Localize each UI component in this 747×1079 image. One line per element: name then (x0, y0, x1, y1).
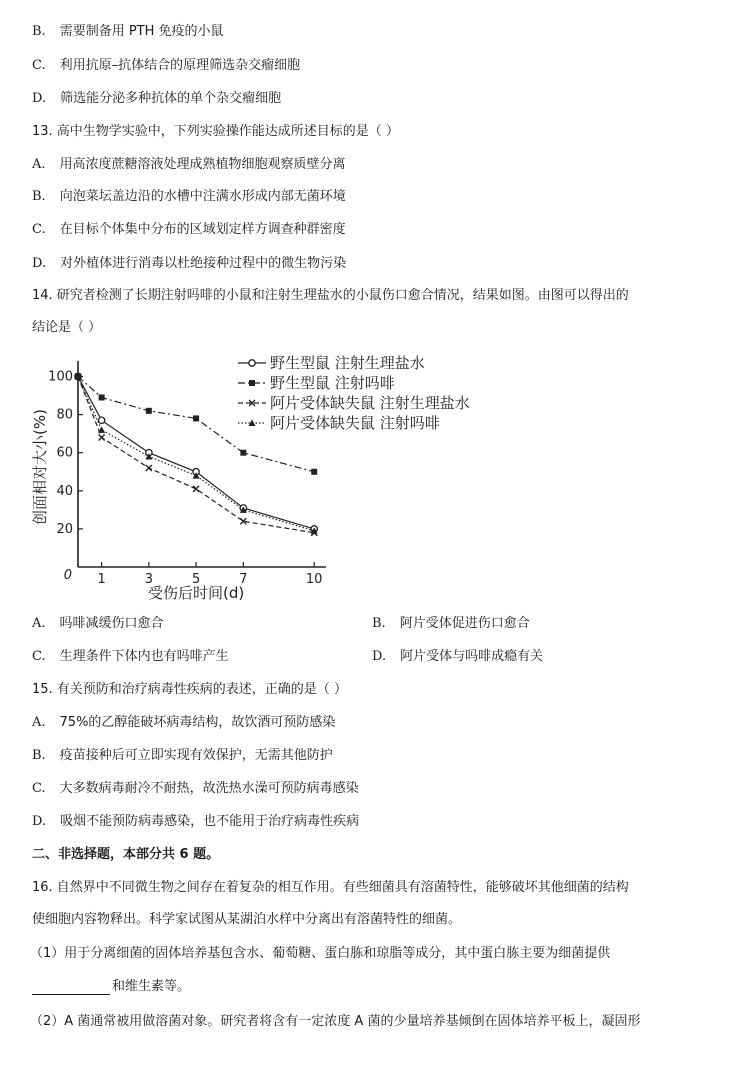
option-text: 在目标个体集中分布的区域划定样方调查种群密度 (59, 222, 346, 237)
answer-blank[interactable] (32, 982, 110, 995)
legend-label: 野生型鼠 注射吗啡 (270, 374, 395, 392)
q14-option-d (372, 649, 543, 665)
q15-option-a (32, 715, 335, 731)
section-heading: 二、非选择题，本部分共 6 题。 (32, 847, 220, 862)
q12-option-b (32, 24, 224, 40)
data-point (146, 408, 152, 414)
option-label: B. (32, 748, 46, 763)
option-text: 对外植体进行消毒以杜绝接种过程中的微生物污染 (60, 256, 347, 271)
option-text: 用高浓度蔗糖溶液处理成熟植物细胞观察质壁分离 (59, 157, 346, 172)
q16-part2: （2）A 菌通常被用做溶菌对象。研究者将含有一定浓度 A 菌的少量培养基倾倒在固体培养平板上，凝固形 (30, 1014, 641, 1029)
y-tick-label: 100 (48, 369, 73, 385)
q14-option-c (32, 649, 229, 665)
legend-label: 阿片受体缺失鼠 注射生理盐水 (270, 394, 470, 412)
q14-stem-line1: 14. 研究者检测了长期注射吗啡的小鼠和注射生理盐水的小鼠伤口愈合情况，结果如图。由图可以得出的 (32, 288, 629, 303)
option-label: A. (32, 715, 46, 730)
q13-option-b (32, 189, 346, 205)
q15-stem: 15. 有关预防和治疗病毒性疾病的表述，正确的是（ ） (32, 682, 347, 697)
q14-option-b (372, 616, 530, 632)
q16-part1-tail: 和维生素等。 (112, 979, 191, 994)
option-text: 利用抗原–抗体结合的原理筛选杂交瘤细胞 (59, 58, 301, 73)
data-point (311, 469, 317, 475)
q16-stem-line1: 16. 自然界中不同微生物之间存在着复杂的相互作用。有些细菌具有溶菌特性，能够破坏其他细菌的结构 (32, 880, 629, 895)
option-text: 生理条件下体内也有吗啡产生 (59, 649, 229, 664)
option-label: D. (372, 649, 387, 664)
option-text: 吗啡减缓伤口愈合 (59, 616, 164, 631)
q13-option-a (32, 157, 346, 173)
option-label: A. (32, 616, 46, 631)
option-label: D. (32, 814, 47, 829)
x-axis-label: 受伤后时间(d) (147, 584, 245, 600)
q14-option-a (32, 616, 164, 632)
y-axis-label: 创面相对大小(%) (31, 409, 49, 525)
option-text: 大多数病毒耐冷不耐热，故洗热水澡可预防病毒感染 (59, 781, 359, 796)
option-text: 吸烟不能预防病毒感染，也不能用于治疗病毒性疾病 (60, 814, 360, 829)
x-tick-label: 1 (97, 572, 106, 587)
option-text: 需要制备用 PTH 免疫的小鼠 (59, 24, 224, 39)
legend-marker (249, 360, 255, 366)
origin-label: 0 (63, 568, 72, 583)
y-tick-label: 40 (56, 483, 73, 499)
q15-option-b (32, 748, 333, 764)
data-point (146, 465, 152, 471)
data-point (193, 415, 199, 421)
q13-option-c (32, 222, 346, 238)
q14-stem-line2: 结论是（ ） (32, 320, 102, 335)
y-tick-label: 60 (56, 445, 73, 461)
q15-option-c (32, 781, 359, 797)
y-tick-label: 80 (56, 407, 73, 423)
q12-option-c (32, 58, 300, 74)
data-point (193, 486, 199, 492)
x-tick-label: 7 (239, 572, 248, 587)
legend-label: 野生型鼠 注射生理盐水 (270, 354, 425, 372)
option-text: 阿片受体与吗啡成瘾有关 (400, 649, 544, 664)
q16-part1: （1）用于分离细菌的固体培养基包含水、葡萄糖、蛋白胨和琼脂等成分，其中蛋白胨主要为细菌提供 (30, 946, 611, 961)
option-label: A. (32, 157, 46, 172)
x-tick-label: 10 (305, 572, 323, 587)
option-label: B. (32, 24, 46, 39)
option-label: D. (32, 256, 47, 271)
q13-option-d (32, 256, 346, 272)
option-label: B. (32, 189, 46, 204)
legend-marker (249, 380, 255, 386)
wound-healing-chart (30, 345, 500, 600)
legend-label: 阿片受体缺失鼠 注射吗啡 (270, 414, 440, 432)
data-point (98, 417, 104, 423)
option-text: 筛选能分泌多种抗体的单个杂交瘤细胞 (60, 91, 282, 106)
option-label: C. (32, 649, 46, 664)
q13-stem: 13. 高中生物学实验中，下列实验操作能达成所述目标的是（ ） (32, 124, 399, 139)
option-label: D. (32, 91, 47, 106)
option-text: 75%的乙醇能破坏病毒结构，故饮酒可预防感染 (59, 715, 336, 730)
x-tick-label: 3 (144, 572, 153, 587)
option-text: 阿片受体促进伤口愈合 (399, 616, 530, 631)
q16-part1-continued (32, 979, 190, 995)
data-point (99, 394, 105, 400)
option-label: B. (372, 616, 386, 631)
q12-option-d (32, 91, 281, 107)
data-point (99, 434, 105, 440)
y-tick-label: 20 (56, 521, 73, 537)
x-tick-label: 5 (191, 572, 201, 587)
option-label: C. (32, 58, 46, 73)
option-text: 疫苗接种后可立即实现有效保护，无需其他防护 (59, 748, 333, 763)
q16-stem-line2: 使细胞内容物释出。科学家试图从某湖泊水样中分离出有溶菌特性的细菌。 (32, 912, 462, 927)
option-text: 向泡菜坛盖边沿的水槽中注满水形成内部无菌环境 (59, 189, 346, 204)
option-label: C. (32, 222, 46, 237)
option-label: C. (32, 781, 46, 796)
q15-option-d (32, 814, 359, 830)
data-point (240, 450, 246, 456)
